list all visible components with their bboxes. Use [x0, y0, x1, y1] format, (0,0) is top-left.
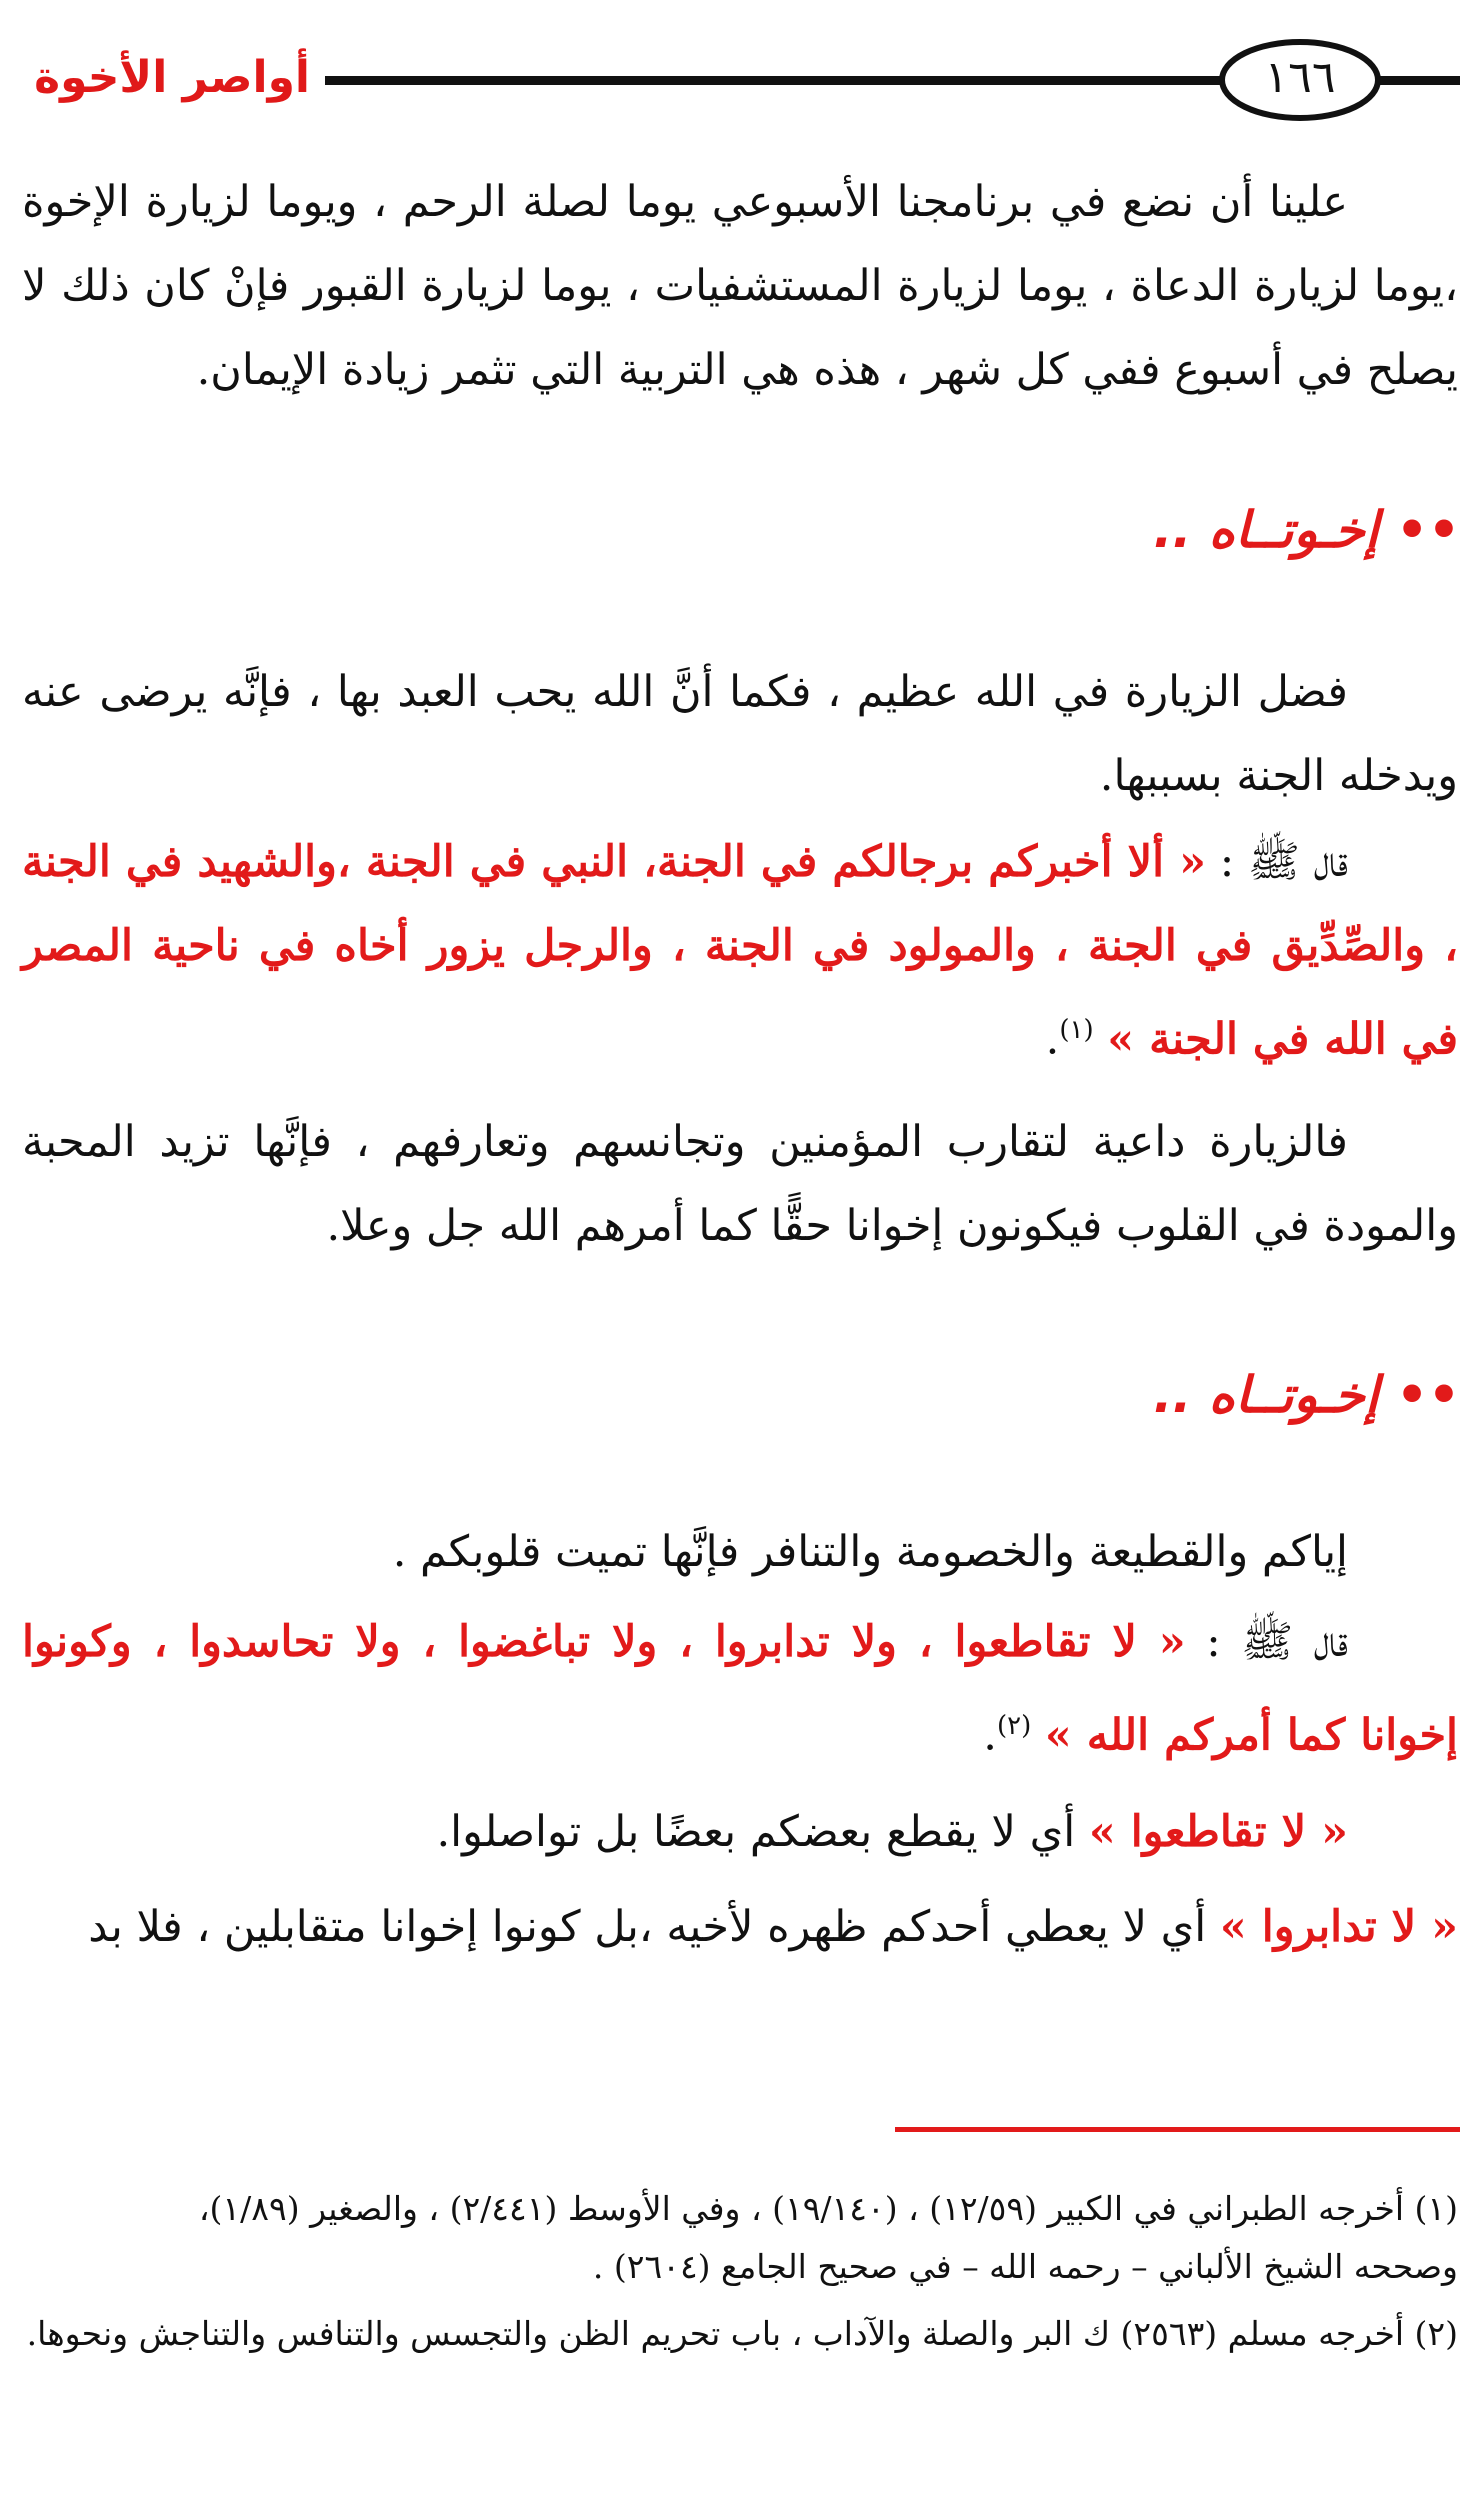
hadith-paragraph-1	[22, 820, 1458, 1081]
section-heading-1: •• إخـوتــاه ..	[1153, 501, 1460, 559]
footnote-divider	[895, 2127, 1460, 2132]
page-header	[0, 30, 1483, 130]
term-explanation-2	[22, 1885, 1458, 1969]
footnote-ref-2: (٢)	[996, 1711, 1032, 1741]
paragraph-weekly-program: علينا أن نضع في برنامجنا الأسبوعي يوما لصلة الرحم ، ويوما لزيارة الإخوة ،يوما لزيارة الدعاة ، يوما لزيارة المستشفيات ، يوما لزيارة القبور فإنْ كان ذلك لا يصلح في أسبوع ففي كل شهر ، هذه هي التربية التي تثمر زيادة الإيمان.	[22, 177, 1458, 395]
term-2-explanation: أي لا يعطي أحدكم ظهره لأخيه ،بل كونوا إخوانا متقابلين ، فلا بد	[88, 1902, 1220, 1952]
page-number: ١٦٦	[1264, 52, 1336, 103]
footnote-1-line-1: (١) أخرجه الطبراني في الكبير (١٢/٥٩) ، (١٩/١٤٠) ، وفي الأوسط (٢/٤٤١) ، والصغير (١/٨٩)،	[198, 2189, 1458, 2228]
hadith-intro: قال ﷺ :	[1219, 837, 1348, 887]
hadith-text-2: « لا تقاطعوا ، ولا تدابروا ، ولا تباغضوا ، ولا تحاسدوا ، وكونوا إخوانا كما أمركم الله »	[22, 1617, 1458, 1761]
footnote-1-line-2: وصححه الشيخ الألباني – رحمه الله – في صحيح الجامع (٢٦٠٤) .	[592, 2247, 1458, 2286]
footnote-ref-1: (١)	[1059, 1015, 1094, 1045]
paragraph-visit-virtue: فضل الزيارة في الله عظيم ، فكما أنَّ الله يحب العبد بها ، فإنَّه يرضى عنه ويدخله الجنة بسببها.	[22, 667, 1458, 801]
footnote-2: (٢) أخرجه مسلم (٢٥٦٣) ك البر والصلة والآداب ، باب تحريم الظن والتجسس والتنافس والتناجش ونحوها.	[26, 2314, 1458, 2353]
term-2: « لا تدابروا »	[1219, 1902, 1458, 1952]
hadith-end-2: .	[983, 1710, 997, 1761]
section-heading-2: •• إخـوتــاه ..	[1153, 1366, 1460, 1424]
paragraph-warning: إياكم والقطيعة والخصومة والتنافر فإنَّها تميت قلوبكم .	[392, 1527, 1348, 1577]
hadith-end-1: .	[1045, 1014, 1060, 1065]
hadith-intro: قال ﷺ :	[1206, 1617, 1348, 1667]
paragraph-visit-benefit: فالزيارة داعية لتقارب المؤمنين وتجانسهم وتعارفهم ، فإنَّها تزيد المحبة والمودة في القلوب فيكونون إخوانا حقًّا كما أمرهم الله جل وعلا.	[22, 1117, 1458, 1251]
running-title: أواصر الأخوة	[34, 52, 310, 103]
header-rule-left	[325, 76, 1220, 85]
header-rule-right	[1378, 76, 1460, 85]
term-explanation-1	[22, 1790, 1458, 1874]
hadith-paragraph-2	[22, 1600, 1458, 1777]
hadith-text-1: « ألا أخبركم برجالكم في الجنة، النبي في الجنة ،والشهيد في الجنة ، والصِّدِّيق في الجنة ، والمولود في الجنة ، والرجل يزور أخاه في ناحية المصر في الله في الجنة »	[22, 837, 1458, 1065]
term-1: « لا تقاطعوا »	[1088, 1807, 1348, 1857]
term-1-explanation: أي لا يقطع بعضكم بعضًا بل تواصلوا.	[436, 1807, 1089, 1857]
